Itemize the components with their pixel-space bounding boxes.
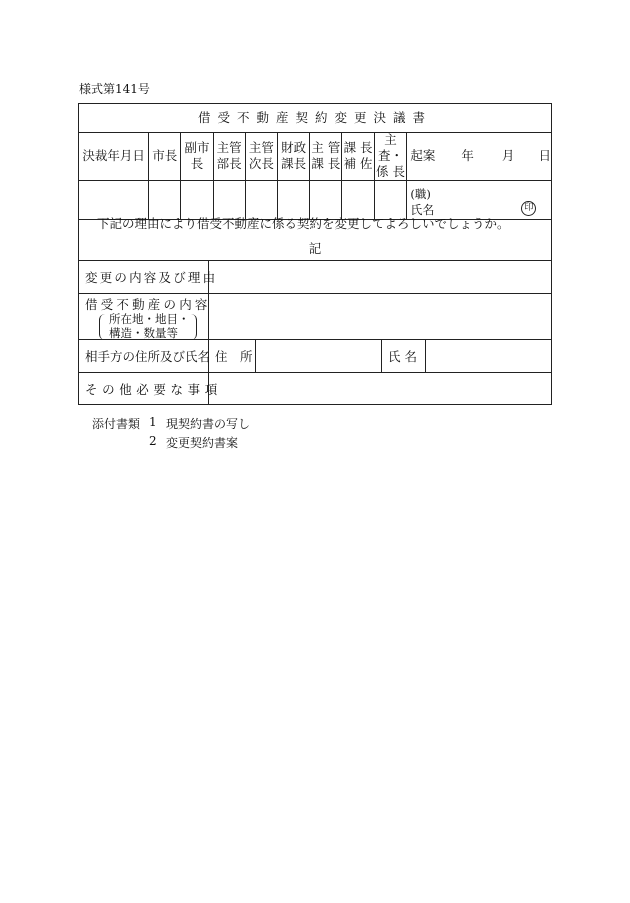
property-content-row — [79, 293, 551, 340]
property-sub1-label: 所在地・地目・ — [109, 312, 190, 326]
attachment-2: 変更契約書案 — [166, 436, 239, 450]
other-field[interactable] — [209, 372, 551, 404]
header-mayor: 市長 — [149, 132, 181, 181]
address-label: 住 所 — [215, 349, 253, 364]
header-drafter: 起案 年 月 日 — [407, 132, 551, 181]
property-content-label: 借受不動産の内容 — [85, 297, 211, 312]
header-finance-chief: 財政 課長 — [278, 132, 310, 181]
reason-text: 下記の理由により借受不動産に係る契約を変更してよろしいでしょうか。 — [97, 216, 510, 231]
attachment-2-number: 2 — [149, 434, 157, 448]
reason-section — [79, 206, 551, 261]
resolution-form — [78, 103, 552, 405]
header-kessai-date: 決裁年月日 — [79, 132, 149, 181]
change-reason-field[interactable] — [209, 260, 551, 293]
name-label: 氏 名 — [388, 349, 417, 364]
attachment-1: 現契約書の写し — [166, 417, 251, 431]
other-label: その他必要な事項 — [85, 382, 222, 397]
header-deputy-mayor: 副市 長 — [181, 132, 213, 181]
drafter-name-label: 氏名 — [410, 203, 435, 217]
header-dept-director: 主管 部長 — [213, 132, 245, 181]
counterparty-label: 相手方の住所及び氏名 — [85, 349, 211, 364]
attachments-label: 添付書類 — [92, 417, 141, 431]
header-deputy-director: 主管 次長 — [245, 132, 277, 181]
form-title: 借受不動産契約変更決議書 — [79, 104, 551, 133]
change-reason-label: 変更の内容及び理由 — [85, 270, 218, 285]
change-reason-row — [79, 260, 551, 294]
header-assistant-chief: 課 長 補 佐 — [342, 132, 374, 181]
header-section-chief: 主 管 課 長 — [310, 132, 342, 181]
header-subsection-chief: 主査・ 係 長 — [376, 132, 406, 179]
counterparty-row — [79, 339, 551, 373]
drafter-position-label: (職) — [410, 187, 431, 201]
property-sub2-label: 構造・数量等 — [109, 326, 178, 340]
other-row — [79, 372, 551, 404]
seal-icon: 印 — [521, 201, 536, 216]
address-field[interactable] — [256, 339, 381, 372]
property-content-field[interactable] — [209, 293, 551, 339]
form-number: 様式第141号 — [79, 82, 150, 96]
ki-mark: 記 — [308, 241, 322, 256]
name-field[interactable] — [426, 339, 551, 372]
attachment-1-number: 1 — [149, 415, 157, 429]
